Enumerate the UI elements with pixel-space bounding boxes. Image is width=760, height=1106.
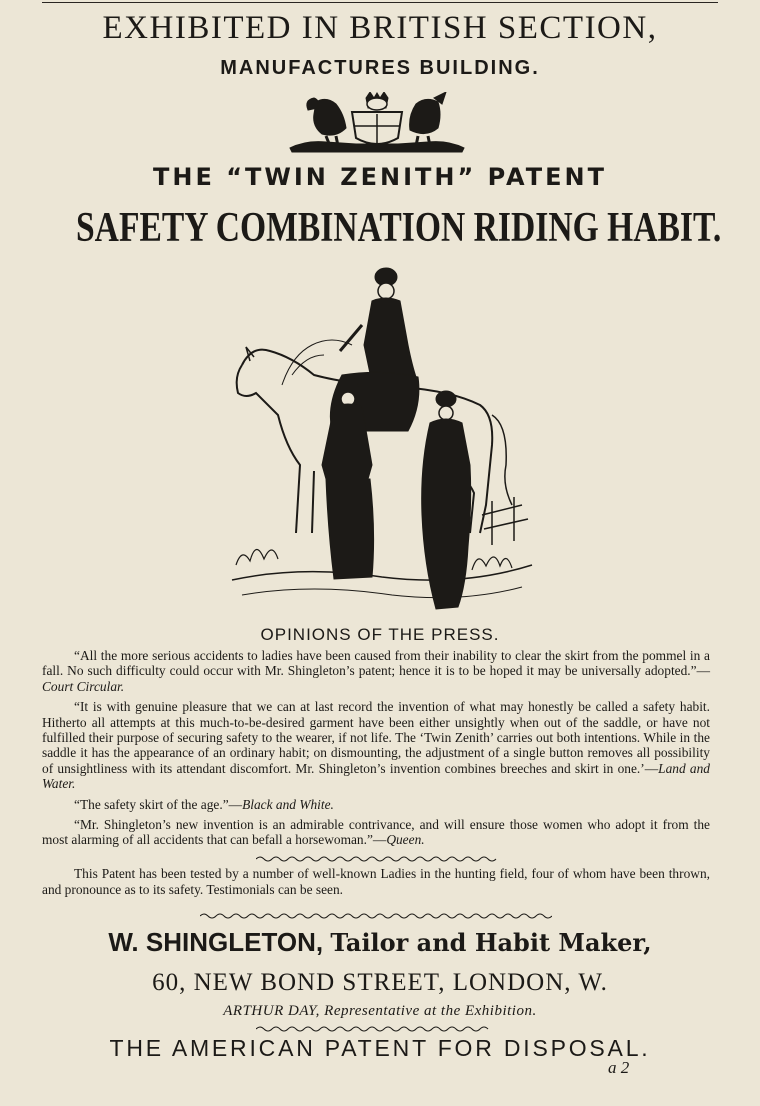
patent-line: THE “TWIN ZENITH” PATENT [153,163,607,191]
press-opinions-title: OPINIONS OF THE PRESS. [260,625,500,644]
top-rule [42,2,718,3]
press-quote [42,817,710,848]
tested-note [42,866,710,897]
wavy-rule-divider [256,855,500,863]
wavy-rule-divider [200,912,552,920]
quote-text: “Mr. Shingleton’s new invention is an admirable contrivance, and will ensure those women who adopt it from the most alarming of all accidents that can befall a horsewoman.”— [42,817,710,848]
quote-text: “It is with genuine pleasure that we can at last record the invention of what may honestly be called a safety habit. Hitherto all attempts at this much-to-be-desired garment have been either unsightly when out of the saddle, or have not fulfilled their purpose of securing safety to the wearer, if not life. The ‘Twin Zenith’ carries out both intentions. While in the saddle it has the appearance of an ordinary habit; on dismounting, the adjustment of a single button removes all possibility of unsightliness with its attendant discomfort. Mr. Shingleton’s invention combines breeches and skirt in one.’— [42,699,710,776]
maker-trade: Tailor and Habit Maker, [330,928,652,957]
main-title: SAFETY COMBINATION RIDING HABIT. [76,205,722,251]
exhibited-heading: EXHIBITED IN BRITISH SECTION, [102,10,658,46]
tested-note-text: This Patent has been tested by a number of well-known Ladies in the hunting field, four of whom have been thrown, and pronounce as to its safety. Testimonials can be seen. [42,866,710,897]
maker-name: W. SHINGLETON, [108,927,324,957]
press-quote [42,797,710,812]
representative-line [0,1000,760,1022]
representative-name: ARTHUR DAY, [223,1003,320,1019]
riding-habit-illustration [222,265,544,620]
shop-address: 60, NEW BOND STREET, LONDON, W. [152,969,608,996]
maker-line [0,922,760,963]
press-quote [42,648,710,694]
press-quotes [42,648,710,853]
quote-text: “The safety skirt of the age.”— [74,796,243,812]
press-quote [42,699,710,791]
page-number: a 2 [608,1058,630,1077]
quote-source: Court Circular. [42,678,125,694]
representative-role: Representative at the Exhibition. [324,1003,537,1019]
quote-source: Land and Water. [42,760,710,792]
quote-source: Black and White. [242,796,334,812]
building-subheading: MANUFACTURES BUILDING. [220,57,540,79]
american-patent-line: THE AMERICAN PATENT FOR DISPOSAL. [109,1035,651,1061]
quote-source: Queen. [386,832,425,848]
royal-coat-of-arms-icon [286,92,468,154]
quote-text: “All the more serious accidents to ladies have been caused from their inability to clear the skirt from the pommel in a fall. No such difficulty could occur with Mr. Shingleton’s patent; hence it is to be hoped it may be universally adopted.”— [42,648,710,679]
